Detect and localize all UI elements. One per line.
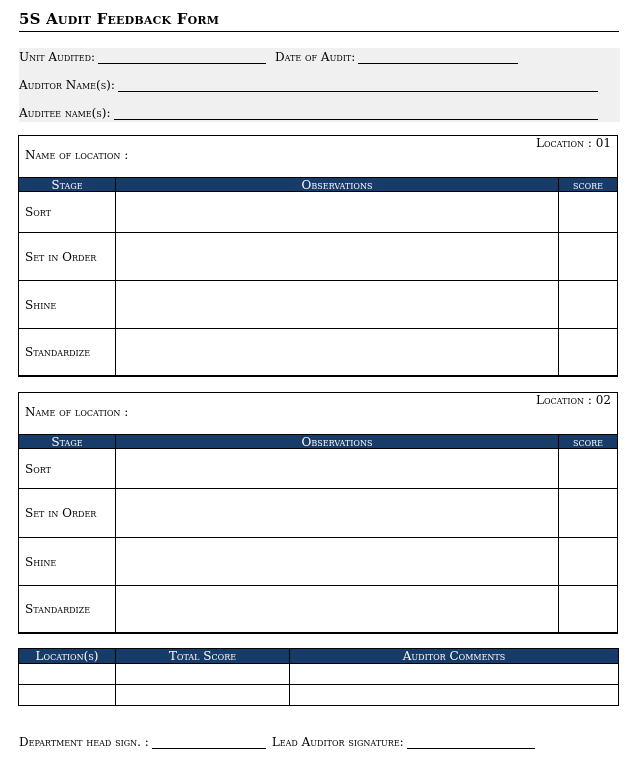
- observation-cell[interactable]: [116, 586, 559, 633]
- score-cell[interactable]: [559, 586, 618, 633]
- observation-cell[interactable]: [116, 281, 559, 329]
- auditor-comments-header: Auditor Comments: [290, 649, 619, 664]
- stage-sort: Sort: [19, 449, 116, 489]
- table-row: [19, 192, 618, 233]
- locations-header: Location(s): [19, 649, 116, 664]
- score-cell[interactable]: [559, 449, 618, 489]
- score-cell[interactable]: [559, 329, 618, 376]
- location-01-name-label: Name of location :: [25, 148, 129, 162]
- auditee-row: [19, 106, 598, 120]
- auditor-names-field[interactable]: [118, 79, 598, 92]
- summary-comments-cell[interactable]: [290, 685, 619, 706]
- summary-location-cell[interactable]: [19, 685, 116, 706]
- score-header: score: [559, 178, 618, 192]
- table-row: [19, 586, 618, 633]
- auditor-row: [19, 78, 598, 92]
- summary-total-score-cell[interactable]: [116, 664, 290, 685]
- table-row: [19, 449, 618, 489]
- table-row: [19, 329, 618, 376]
- table-row: [19, 538, 618, 586]
- location-02-table: [18, 434, 618, 633]
- summary-header-row: [19, 649, 619, 664]
- observation-cell[interactable]: [116, 329, 559, 376]
- score-cell[interactable]: [559, 233, 618, 281]
- total-score-header: Total Score: [116, 649, 290, 664]
- date-of-audit-field[interactable]: [358, 51, 518, 64]
- table-header-row: [19, 178, 618, 192]
- location-01-table: [18, 177, 618, 376]
- stage-standardize: Standardize: [19, 586, 116, 633]
- unit-audited-field[interactable]: [98, 51, 266, 64]
- observation-cell[interactable]: [116, 538, 559, 586]
- stage-set-in-order: Set in Order: [19, 233, 116, 281]
- location-02-name-label: Name of location :: [25, 405, 129, 419]
- signature-row: [19, 735, 535, 749]
- observations-header: Observations: [116, 178, 559, 192]
- table-row: [19, 233, 618, 281]
- stage-standardize: Standardize: [19, 329, 116, 376]
- score-cell[interactable]: [559, 192, 618, 233]
- stage-header: Stage: [19, 178, 116, 192]
- stage-shine: Shine: [19, 281, 116, 329]
- unit-audited-label: Unit Audited:: [19, 50, 96, 64]
- auditor-names-label: Auditor Name(s):: [19, 78, 115, 92]
- score-cell[interactable]: [559, 281, 618, 329]
- observation-cell[interactable]: [116, 233, 559, 281]
- observation-cell[interactable]: [116, 449, 559, 489]
- observation-cell[interactable]: [116, 489, 559, 538]
- score-cell[interactable]: [559, 489, 618, 538]
- dept-head-sign-label: Department head sign. :: [19, 735, 149, 749]
- observations-header: Observations: [116, 435, 559, 449]
- summary-table: [18, 648, 619, 706]
- score-header: score: [559, 435, 618, 449]
- table-header-row: [19, 435, 618, 449]
- stage-set-in-order: Set in Order: [19, 489, 116, 538]
- audit-info-section: [19, 48, 620, 122]
- stage-shine: Shine: [19, 538, 116, 586]
- stage-sort: Sort: [19, 192, 116, 233]
- summary-total-score-cell[interactable]: [116, 685, 290, 706]
- location-02-section: [18, 392, 618, 634]
- auditee-names-field[interactable]: [114, 107, 598, 120]
- table-row: [19, 685, 619, 706]
- lead-auditor-sign-label: Lead Auditor signature:: [271, 735, 404, 749]
- date-of-audit-label: Date of Audit:: [275, 50, 356, 64]
- location-02-label: Location : 02: [536, 393, 611, 407]
- stage-header: Stage: [19, 435, 116, 449]
- title-divider: [19, 31, 619, 32]
- summary-location-cell[interactable]: [19, 664, 116, 685]
- lead-auditor-sign-field[interactable]: [407, 736, 535, 749]
- observation-cell[interactable]: [116, 192, 559, 233]
- location-01-label: Location : 01: [536, 136, 611, 150]
- dept-head-sign-field[interactable]: [152, 736, 266, 749]
- unit-date-row: [19, 50, 518, 64]
- table-row: [19, 489, 618, 538]
- table-row: [19, 281, 618, 329]
- location-01-section: [18, 135, 618, 377]
- auditee-names-label: Auditee name(s):: [19, 106, 111, 120]
- form-title: 5S Audit Feedback Form: [19, 10, 220, 28]
- score-cell[interactable]: [559, 538, 618, 586]
- summary-comments-cell[interactable]: [290, 664, 619, 685]
- table-row: [19, 664, 619, 685]
